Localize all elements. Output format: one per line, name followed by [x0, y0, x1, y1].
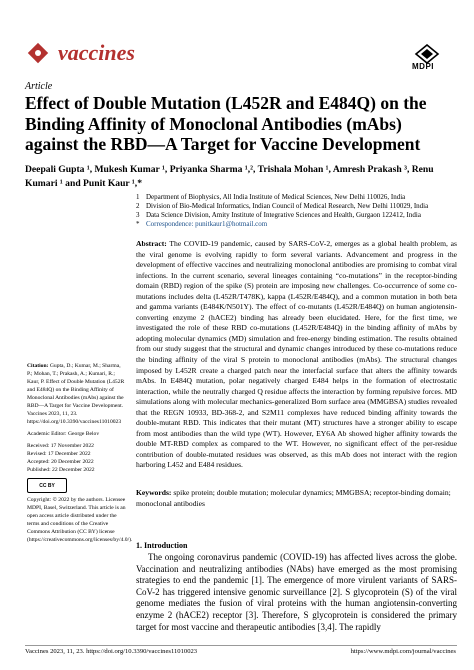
article-title: Effect of Double Mutation (L452R and E484Q) on the Binding Affinity of Monoclonal Antibodies (mAbs) against the RBD—A Target for Vaccine Development [25, 93, 427, 154]
affiliation-item [136, 202, 456, 211]
affiliation-item [136, 220, 456, 229]
author-list: Deepali Gupta ¹, Mukesh Kumar ¹, Priyanka Sharma ¹,², Trishala Mohan ¹, Amresh Prakash ³, Renu Kumari ¹ and Punit Kaur ¹,* [25, 164, 434, 189]
correspondence-email[interactable]: Correspondence: punitkaur1@hotmail.com [146, 220, 268, 228]
footer-divider [25, 645, 457, 646]
citation-text: Gupta, D.; Kumar, M.; Sharma, P.; Mohan, T.; Prakash, A.; Kumari, R.; Kaur, P. Effect of Double Mutation (L452R and E484Q) on the Binding Affinity of Monoclonal Antibodies (mAbs) against the RBD—A Target for Vaccine Development. Vaccines 2023, 11, 23. https://doi.org/10.3390/vaccines11010023 [27, 363, 125, 425]
affiliation-item [136, 211, 456, 220]
section-heading: 1. Introduction [136, 541, 188, 550]
affiliation-item [136, 193, 456, 202]
date-accepted: Accepted: 20 December 2022 [27, 459, 94, 465]
copyright-text: Copyright: © 2022 by the authors. Licensee MDPI, Basel, Switzerland. This article is an open access article distributed under the terms and conditions of the Creative Commons Attribution (CC BY) license (https://creativecommons.org/licenses/by/4.0/). [27, 497, 133, 543]
affiliation-text: Department of Biophysics, All India Institute of Medical Sciences, New Delhi 110026, India [146, 193, 406, 201]
affiliation-number: 2 [136, 202, 140, 210]
academic-editor: Academic Editor: George Belov [27, 431, 100, 437]
cc-license-badge[interactable] [27, 478, 67, 493]
affiliation-text: Data Science Division, Amity Institute of Integrative Sciences and Health, Gurgaon 122412, India [146, 211, 421, 219]
mdpi-logo-icon [414, 44, 440, 64]
abstract [136, 239, 457, 471]
affiliation-number: * [136, 220, 140, 228]
affiliation-number: 3 [136, 211, 140, 219]
citation-label: Citation: [27, 363, 49, 369]
publisher-name: MDPI [412, 62, 434, 71]
footer-journal-link[interactable]: https://www.mdpi.com/journal/vaccines [350, 648, 456, 655]
date-published: Published: 22 December 2022 [27, 467, 95, 473]
abstract-label: Abstract: [136, 239, 167, 248]
date-revised: Revised: 17 December 2022 [27, 451, 91, 457]
keywords-text: spike protein; double mutation; molecular dynamics; MMGBSA; receptor-binding domain; monoclonal antibodies [136, 488, 451, 508]
abstract-text: The COVID-19 pandemic, caused by SARS-CoV-2, emerges as a global health problem, as the viral genome is evolving rapidly to form several variants. Advancement and progress in the development of effective vaccines and neutralizing monoclonal antibodies are promising to combat viral infections. In the current scenario, several lineages containing “co-mutations” in the receptor-binding domain (RBD) region of the spike (S) protein are imposing new challenges. Co-occurrence of some co-mutations includes delta (L452R/T478K), kappa (L452R/E484Q), and a common mutation in both beta and gamma variants (E484K/N501Y). The effect of co-mutants (L452R/E484Q) on human angiotensin-converting enzyme 2 (hACE2) binding has already been elucidated. Here, for the first time, we investigated the role of these RBD co-mutations (L452R/E484Q) in the binding affinity of mAbs by adopting molecular dynamics (MD) simulation and free-energy binding estimation. The results obtained from our study suggest that the structural and dynamic changes introduced by these co-mutations reduce the binding affinity of the viral S protein to monoclonal antibodies (mAbs). The structural changes imposed by L452R create a charged patch near the interfacial surface that alters the affinity towards mAbs. In E484Q mutation, polar negatively charged E484 helps in the formation of electrostatic interaction, while the neutrally charged Q residue affects the interaction by forming repulsive forces. MD simulations along with molecular mechanics-generalized Born surface area (MMGBSA) studies revealed that the REGN 10933, BD-368-2, and S2M11 complexes have reduced binding affinity towards the double-mutant RBD. This indicates that their mutant (MT) structures have a stronger ability to escape from most antibodies than the wild type (WT). However, EY6A Ab showed higher affinity towards the double MT-RBD complex as compared to the WT. However, no significant effect of the per-residue contribution of double-mutated residues was observed, as this mAb does not interact with the region harboring L452 and E484 residues. [136, 239, 458, 470]
citation-block [27, 362, 127, 426]
keywords-label: Keywords: [136, 488, 172, 497]
article-sidebar [27, 362, 133, 544]
footer-citation: Vaccines 2023, 11, 23. https://doi.org/10.3390/vaccines11010023 [25, 648, 198, 655]
affiliation-list [136, 193, 456, 229]
introduction-text: The ongoing coronavirus pandemic (COVID-19) has affected lives across the globe. Vaccination and neutralizing antibodies (NAbs) have emerged as the most promising strategies to end the pandemic [1]. The emergence of more virulent variants of SARS-CoV-2 has triggered intensive genomic surveillance [2]. S glycoprotein (S) of the viral genome mediates the fusion of viral proteins with the human angiotensin-converting enzyme 2 (hACE2) receptor [3]. Therefore, S glycoprotein is considered the primary target for most vaccine and therapeutic antibodies [3,4]. The rapidly [136, 552, 457, 632]
date-received: Received: 17 November 2022 [27, 443, 94, 449]
affiliation-text: Division of Bio-Medical Informatics, Indian Council of Medical Research, New Delhi 110029, India [146, 202, 429, 210]
journal-logo-icon [27, 42, 49, 64]
affiliation-number: 1 [136, 193, 140, 201]
cc-badge-label: CC BY [39, 482, 55, 489]
journal-name: vaccines [58, 40, 135, 65]
article-type: Article [25, 81, 53, 92]
keywords [136, 488, 457, 509]
